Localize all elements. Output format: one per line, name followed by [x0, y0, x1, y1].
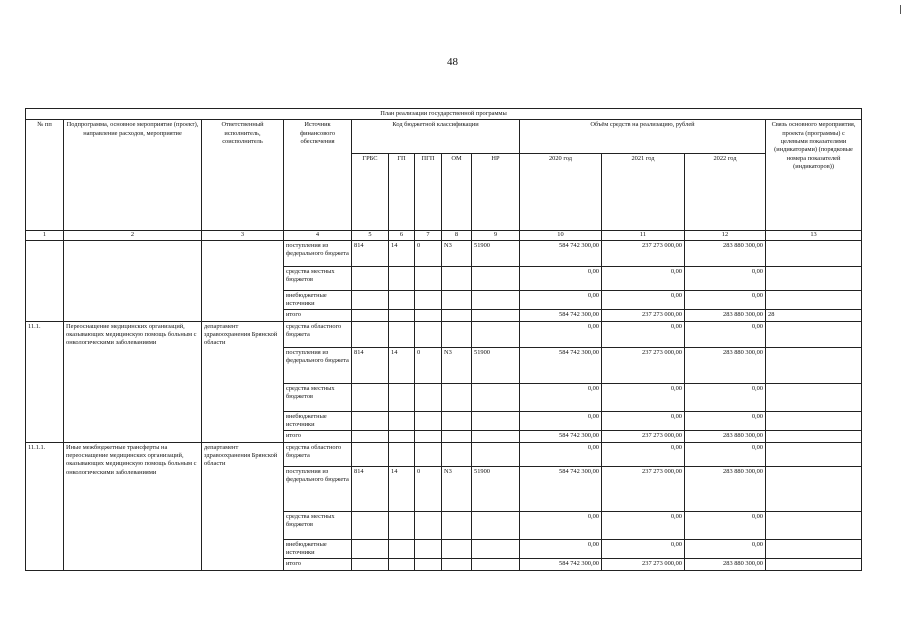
value-2020-cell: 584 742 300,00: [520, 431, 602, 442]
link-cell: [766, 321, 862, 347]
value-2020-cell: 0,00: [520, 511, 602, 539]
col-number: 3: [202, 231, 284, 240]
link-cell: [766, 266, 862, 290]
gp-cell: [389, 321, 415, 347]
value-2020-cell: 0,00: [520, 266, 602, 290]
source-cell: средства областного бюджета: [284, 321, 352, 347]
pgp-cell: 0: [415, 466, 442, 511]
plan-table: [25, 108, 862, 571]
om-cell: [442, 266, 472, 290]
col-number: 12: [685, 231, 766, 240]
link-cell: [766, 290, 862, 310]
source-cell: средства местных бюджетов: [284, 383, 352, 411]
page-number: 48: [447, 56, 458, 68]
source-cell: средства местных бюджетов: [284, 511, 352, 539]
value-2022-cell: 0,00: [685, 266, 766, 290]
col-number: 13: [766, 231, 862, 240]
table-row: [26, 240, 862, 266]
item-name: Переоснащение медицинских организаций, оказывающих медицинскую помощь больным с онкологическими заболеваниями: [64, 321, 202, 442]
source-cell: средства областного бюджета: [284, 442, 352, 466]
value-2020-cell: 0,00: [520, 442, 602, 466]
value-2021-cell: 0,00: [602, 266, 685, 290]
header-om: ОМ: [442, 154, 472, 231]
value-2022-cell: 0,00: [685, 539, 766, 559]
source-cell: внебюджетные источники: [284, 290, 352, 310]
grbs-cell: [352, 310, 389, 321]
gp-cell: 14: [389, 347, 415, 383]
gp-cell: [389, 511, 415, 539]
item-number: 11.1.: [26, 321, 64, 442]
value-2021-cell: 0,00: [602, 290, 685, 310]
np-cell: [472, 310, 520, 321]
header-np: НР: [472, 154, 520, 231]
link-cell: [766, 431, 862, 442]
value-2020-cell: 0,00: [520, 290, 602, 310]
grbs-cell: 814: [352, 466, 389, 511]
pgp-cell: 0: [415, 347, 442, 383]
link-cell: [766, 347, 862, 383]
value-2022-cell: 283 880 300,00: [685, 240, 766, 266]
link-cell: [766, 466, 862, 511]
col-number: 4: [284, 231, 352, 240]
grbs-cell: [352, 266, 389, 290]
link-cell: [766, 240, 862, 266]
link-cell: [766, 383, 862, 411]
value-2022-cell: 0,00: [685, 290, 766, 310]
value-2020-cell: 584 742 300,00: [520, 466, 602, 511]
source-cell: поступления из федерального бюджета: [284, 466, 352, 511]
item-name: Иные межбюджетные трансферты на переоснащение медицинских организаций, оказывающих медицинскую помощь больным с онкологическими заболеваниями: [64, 442, 202, 570]
value-2020-cell: 0,00: [520, 321, 602, 347]
grbs-cell: [352, 321, 389, 347]
header-2020: 2020 год: [520, 154, 602, 231]
table-title: План реализации государственной программы: [26, 109, 862, 120]
value-2020-cell: 584 742 300,00: [520, 347, 602, 383]
pgp-cell: 0: [415, 240, 442, 266]
np-cell: 51900: [472, 347, 520, 383]
value-2021-cell: 237 273 000,00: [602, 240, 685, 266]
np-cell: 51900: [472, 466, 520, 511]
item-responsible: департамент здравоохранения Брянской области: [202, 321, 284, 442]
np-cell: 51900: [472, 240, 520, 266]
gp-cell: [389, 411, 415, 431]
value-2020-cell: 584 742 300,00: [520, 240, 602, 266]
link-cell: [766, 411, 862, 431]
item-number: 11.1.1.: [26, 442, 64, 570]
om-cell: [442, 559, 472, 570]
col-number: 7: [415, 231, 442, 240]
pgp-cell: [415, 383, 442, 411]
scan-mark: [900, 5, 901, 14]
om-cell: [442, 511, 472, 539]
value-2021-cell: 0,00: [602, 511, 685, 539]
header-grbs: ГРБС: [352, 154, 389, 231]
gp-cell: 14: [389, 466, 415, 511]
grbs-cell: [352, 411, 389, 431]
source-cell: итого: [284, 559, 352, 570]
gp-cell: [389, 310, 415, 321]
item-responsible: департамент здравоохранения Брянской области: [202, 442, 284, 570]
pgp-cell: [415, 442, 442, 466]
om-cell: [442, 442, 472, 466]
value-2021-cell: 237 273 000,00: [602, 559, 685, 570]
header-pgp: ПГП: [415, 154, 442, 231]
pgp-cell: [415, 411, 442, 431]
col-number: 5: [352, 231, 389, 240]
source-cell: итого: [284, 431, 352, 442]
header-responsible: Ответственный исполнитель, соисполнитель: [202, 120, 284, 231]
np-cell: [472, 539, 520, 559]
header-volume: Объём средств на реализацию, рублей: [520, 120, 766, 154]
value-2022-cell: 0,00: [685, 442, 766, 466]
grbs-cell: [352, 383, 389, 411]
source-cell: внебюджетные источники: [284, 411, 352, 431]
header-link: Связь основного мероприятия, проекта (программы) с целевыми показателями (индикаторами) (порядковые номера показателей (индикаторов)): [766, 120, 862, 231]
np-cell: [472, 511, 520, 539]
om-cell: [442, 321, 472, 347]
value-2021-cell: 0,00: [602, 411, 685, 431]
header-source: Источник финансового обеспечения: [284, 120, 352, 231]
table-row: [26, 442, 862, 466]
source-cell: внебюджетные источники: [284, 539, 352, 559]
pgp-cell: [415, 310, 442, 321]
value-2022-cell: 283 880 300,00: [685, 559, 766, 570]
value-2021-cell: 0,00: [602, 321, 685, 347]
source-cell: поступления из федерального бюджета: [284, 240, 352, 266]
col-number: 1: [26, 231, 64, 240]
om-cell: N3: [442, 466, 472, 511]
value-2020-cell: 0,00: [520, 411, 602, 431]
table-row: [26, 321, 862, 347]
value-2022-cell: 0,00: [685, 511, 766, 539]
blank-name-cell: [64, 240, 202, 321]
blank-num-cell: [26, 240, 64, 321]
col-number: 8: [442, 231, 472, 240]
grbs-cell: [352, 539, 389, 559]
col-number: 2: [64, 231, 202, 240]
col-number: 11: [602, 231, 685, 240]
grbs-cell: 814: [352, 240, 389, 266]
link-cell: [766, 559, 862, 570]
header-2022: 2022 год: [685, 154, 766, 231]
gp-cell: [389, 266, 415, 290]
om-cell: [442, 310, 472, 321]
pgp-cell: [415, 266, 442, 290]
np-cell: [472, 411, 520, 431]
value-2020-cell: 584 742 300,00: [520, 559, 602, 570]
value-2021-cell: 237 273 000,00: [602, 466, 685, 511]
header-gp: ГП: [389, 154, 415, 231]
header-budget-code: Код бюджетной классификации: [352, 120, 520, 154]
pgp-cell: [415, 559, 442, 570]
value-2021-cell: 0,00: [602, 442, 685, 466]
value-2022-cell: 283 880 300,00: [685, 310, 766, 321]
header-num: № пп: [26, 120, 64, 231]
np-cell: [472, 321, 520, 347]
gp-cell: [389, 442, 415, 466]
link-cell: 28: [766, 310, 862, 321]
value-2022-cell: 0,00: [685, 411, 766, 431]
np-cell: [472, 431, 520, 442]
link-cell: [766, 442, 862, 466]
pgp-cell: [415, 431, 442, 442]
pgp-cell: [415, 539, 442, 559]
value-2021-cell: 237 273 000,00: [602, 431, 685, 442]
link-cell: [766, 511, 862, 539]
source-cell: итого: [284, 310, 352, 321]
gp-cell: [389, 383, 415, 411]
om-cell: [442, 431, 472, 442]
pgp-cell: [415, 511, 442, 539]
value-2022-cell: 283 880 300,00: [685, 431, 766, 442]
np-cell: [472, 442, 520, 466]
source-cell: поступления из федерального бюджета: [284, 347, 352, 383]
header-subprogram: Подпрограмма, основное мероприятие (проект), направление расходов, мероприятие: [64, 120, 202, 231]
header-2021: 2021 год: [602, 154, 685, 231]
om-cell: [442, 383, 472, 411]
grbs-cell: [352, 290, 389, 310]
value-2021-cell: 0,00: [602, 539, 685, 559]
value-2020-cell: 0,00: [520, 539, 602, 559]
blank-responsible-cell: [202, 240, 284, 321]
pgp-cell: [415, 321, 442, 347]
np-cell: [472, 383, 520, 411]
value-2022-cell: 283 880 300,00: [685, 347, 766, 383]
om-cell: [442, 411, 472, 431]
gp-cell: 14: [389, 240, 415, 266]
grbs-cell: [352, 511, 389, 539]
np-cell: [472, 290, 520, 310]
value-2022-cell: 0,00: [685, 383, 766, 411]
np-cell: [472, 559, 520, 570]
om-cell: [442, 290, 472, 310]
link-cell: [766, 539, 862, 559]
grbs-cell: 814: [352, 347, 389, 383]
om-cell: N3: [442, 347, 472, 383]
value-2021-cell: 0,00: [602, 383, 685, 411]
gp-cell: [389, 539, 415, 559]
om-cell: [442, 539, 472, 559]
grbs-cell: [352, 431, 389, 442]
grbs-cell: [352, 442, 389, 466]
value-2020-cell: 584 742 300,00: [520, 310, 602, 321]
gp-cell: [389, 559, 415, 570]
pgp-cell: [415, 290, 442, 310]
grbs-cell: [352, 559, 389, 570]
gp-cell: [389, 431, 415, 442]
value-2021-cell: 237 273 000,00: [602, 310, 685, 321]
col-number: 9: [472, 231, 520, 240]
col-number: 10: [520, 231, 602, 240]
col-number: 6: [389, 231, 415, 240]
value-2022-cell: 283 880 300,00: [685, 466, 766, 511]
column-number-row: [26, 231, 862, 240]
value-2022-cell: 0,00: [685, 321, 766, 347]
value-2021-cell: 237 273 000,00: [602, 347, 685, 383]
gp-cell: [389, 290, 415, 310]
np-cell: [472, 266, 520, 290]
om-cell: N3: [442, 240, 472, 266]
source-cell: средства местных бюджетов: [284, 266, 352, 290]
value-2020-cell: 0,00: [520, 383, 602, 411]
